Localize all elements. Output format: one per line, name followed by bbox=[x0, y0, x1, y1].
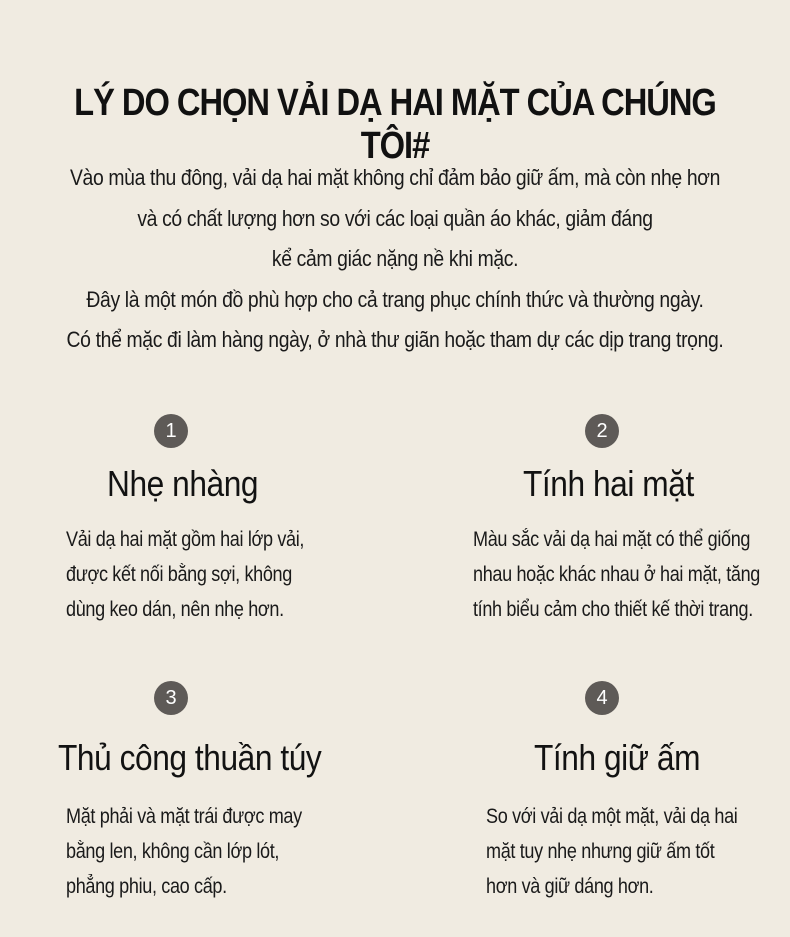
feature-4-number-badge: 4 bbox=[585, 681, 619, 715]
feature-4-description bbox=[486, 799, 778, 904]
feature-2-line: tính biểu cảm cho thiết kế thời trang. bbox=[473, 598, 753, 621]
feature-1-number-badge: 1 bbox=[154, 414, 188, 448]
intro-line: và có chất lượng hơn so với các loại quần áo khác, giảm đáng bbox=[137, 205, 653, 231]
feature-2-description bbox=[473, 522, 790, 627]
feature-3-title: Thủ công thuần túy bbox=[58, 737, 322, 778]
intro-paragraph bbox=[0, 158, 790, 361]
feature-4-line: mặt tuy nhẹ nhưng giữ ấm tốt bbox=[486, 840, 715, 863]
intro-line: Vào mùa thu đông, vải dạ hai mặt không chỉ đảm bảo giữ ấm, mà còn nhẹ hơn bbox=[69, 165, 721, 190]
feature-2-title: Tính hai mặt bbox=[523, 463, 694, 504]
feature-2-line: nhau hoặc khác nhau ở hai mặt, tăng bbox=[473, 563, 760, 586]
feature-1-line: dùng keo dán, nên nhẹ hơn. bbox=[66, 598, 284, 621]
feature-1-description bbox=[66, 522, 343, 627]
feature-4-line: hơn và giữ dáng hơn. bbox=[486, 875, 654, 898]
feature-3-line: Mặt phải và mặt trái được may bbox=[66, 805, 302, 828]
feature-4-title: Tính giữ ấm bbox=[534, 737, 701, 778]
intro-line: Có thể mặc đi làm hàng ngày, ở nhà thư giãn hoặc tham dự các dịp trang trọng. bbox=[66, 327, 724, 352]
intro-line: Đây là một món đồ phù hợp cho cả trang phục chính thức và thường ngày. bbox=[86, 286, 704, 312]
intro-line: kể cảm giác nặng nề khi mặc. bbox=[271, 246, 519, 271]
feature-2-line: Màu sắc vải dạ hai mặt có thể giống bbox=[473, 528, 751, 551]
feature-2-number-badge: 2 bbox=[585, 414, 619, 448]
feature-3-line: phẳng phiu, cao cấp. bbox=[66, 875, 227, 898]
page-title: LÝ DO CHỌN VẢI DẠ HAI MẶT CỦA CHÚNG TÔI# bbox=[74, 82, 716, 167]
feature-3-description bbox=[66, 799, 340, 904]
feature-3-number-badge: 3 bbox=[154, 681, 188, 715]
feature-3-line: bằng len, không cần lớp lót, bbox=[66, 840, 280, 863]
feature-1-title: Nhẹ nhàng bbox=[107, 463, 259, 504]
feature-1-line: Vải dạ hai mặt gồm hai lớp vải, bbox=[66, 528, 305, 551]
feature-4-line: So với vải dạ một mặt, vải dạ hai bbox=[486, 805, 738, 828]
feature-1-line: được kết nối bằng sợi, không bbox=[66, 563, 292, 586]
